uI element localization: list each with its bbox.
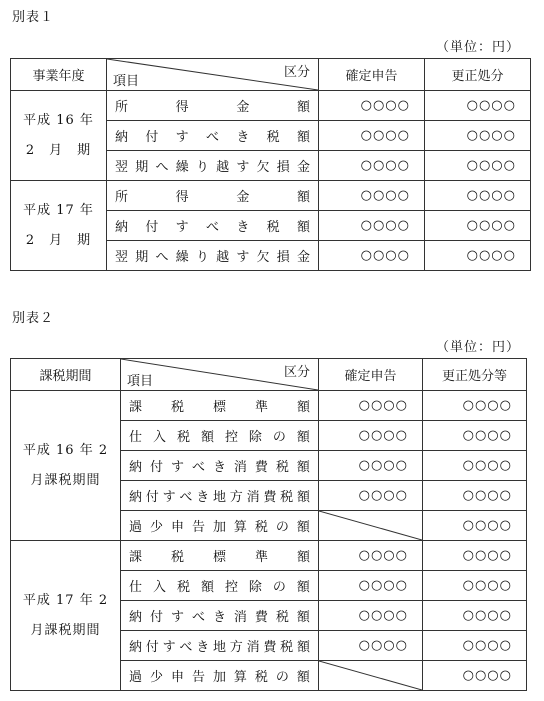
item-cell [121, 391, 319, 421]
period-line-2: 2 月 期 [25, 142, 92, 158]
item-label: 仕 入 税 額 控 除 の 額 [129, 430, 310, 445]
kakutei-cell: ○○○○ [319, 181, 425, 211]
table-row [11, 181, 531, 211]
item-cell [107, 241, 319, 271]
item-label: 所 得 金 額 [115, 190, 310, 205]
header-kousei: 更正処分 [425, 59, 531, 91]
item-label: 過 少 申 告 加 算 税 の 額 [129, 670, 310, 685]
item-cell [107, 151, 319, 181]
table-row [11, 391, 527, 421]
header-kousei: 更正処分等 [423, 359, 527, 391]
item-label: 納 付 す べ き 税 額 [115, 130, 310, 145]
item-label: 翌 期 へ 繰 り 越 す 欠 損 金 [115, 160, 310, 175]
kousei-cell: ○○○○ [425, 151, 531, 181]
kousei-cell: ○○○○ [425, 91, 531, 121]
kakutei-cell: ○○○○ [319, 481, 423, 511]
item-label: 納 付 す べ き 消 費 税 額 [129, 460, 310, 475]
period-line-2: 月課税期間 [30, 472, 101, 488]
header-period: 課税期間 [11, 359, 121, 391]
kakutei-cell: ○○○○ [319, 571, 423, 601]
item-cell [121, 601, 319, 631]
item-cell [107, 121, 319, 151]
kousei-cell: ○○○○ [423, 571, 527, 601]
kakutei-cell: ○○○○ [319, 601, 423, 631]
kakutei-cell: ○○○○ [319, 151, 425, 181]
kousei-cell: ○○○○ [423, 511, 527, 541]
period-cell [11, 391, 121, 541]
header-komoku-label: 項目 [113, 74, 140, 89]
kakutei-cell: ○○○○ [319, 91, 425, 121]
kousei-cell: ○○○○ [425, 181, 531, 211]
item-cell [107, 181, 319, 211]
item-label: 課 税 標 準 額 [129, 550, 310, 565]
kousei-cell: ○○○○ [423, 421, 527, 451]
item-cell [121, 481, 319, 511]
item-label: 課 税 標 準 額 [129, 400, 310, 415]
kakutei-cell: ○○○○ [319, 391, 423, 421]
kousei-cell: ○○○○ [425, 121, 531, 151]
header-kubun-komoku [107, 59, 319, 91]
table1-unit: （単位：円） [435, 40, 520, 55]
item-label: 仕 入 税 額 控 除 の 額 [129, 580, 310, 595]
kousei-cell: ○○○○ [423, 631, 527, 661]
table-row [11, 541, 527, 571]
item-label: 翌 期 へ 繰 り 越 す 欠 損 金 [115, 250, 310, 265]
table2 [10, 358, 527, 691]
item-label: 所 得 金 額 [115, 100, 310, 115]
kousei-cell: ○○○○ [423, 391, 527, 421]
empty-diagonal-line [319, 661, 422, 690]
table2-unit: （単位：円） [435, 340, 520, 355]
kakutei-cell: ○○○○ [319, 241, 425, 271]
period-line-2: 2 月 期 [25, 232, 92, 248]
kakutei-cell: ○○○○ [319, 451, 423, 481]
kakutei-cell: ○○○○ [319, 631, 423, 661]
kakutei-cell: ○○○○ [319, 541, 423, 571]
item-label: 過 少 申 告 加 算 税 の 額 [129, 520, 310, 535]
kousei-cell: ○○○○ [423, 661, 527, 691]
header-kubun-label: 区分 [283, 365, 310, 380]
kousei-cell: ○○○○ [423, 601, 527, 631]
kakutei-cell: ○○○○ [319, 211, 425, 241]
empty-diagonal-line [319, 511, 422, 540]
item-cell [121, 541, 319, 571]
kousei-cell: ○○○○ [423, 541, 527, 571]
kakutei-cell-empty [319, 661, 423, 691]
item-cell [107, 211, 319, 241]
table1-header-row [11, 59, 531, 91]
item-cell [121, 631, 319, 661]
item-label: 納 付 す べ き 税 額 [115, 220, 310, 235]
item-label: 納 付 す べ き 消 費 税 額 [129, 610, 310, 625]
period-cell [11, 181, 107, 271]
period-cell [11, 541, 121, 691]
kousei-cell: ○○○○ [425, 241, 531, 271]
period-line-1: 平成 16 年 2 [22, 442, 109, 458]
header-kubun-komoku [121, 359, 319, 391]
period-line-1: 平成 16 年 [23, 112, 94, 128]
header-kubun-label: 区分 [283, 65, 310, 80]
item-cell [121, 661, 319, 691]
kakutei-cell: ○○○○ [319, 121, 425, 151]
table2-title: 別表２ [12, 311, 55, 326]
header-period: 事業年度 [11, 59, 107, 91]
table2-header-row [11, 359, 527, 391]
item-cell [121, 511, 319, 541]
item-label: 納 付 す べ き 地 方 消 費 税 額 [129, 490, 310, 505]
header-kakutei: 確定申告 [319, 359, 423, 391]
item-cell [121, 571, 319, 601]
header-kakutei: 確定申告 [319, 59, 425, 91]
item-cell [121, 451, 319, 481]
item-cell [121, 421, 319, 451]
table1 [10, 58, 531, 271]
item-cell [107, 91, 319, 121]
table1-title: 別表１ [12, 10, 55, 25]
period-line-2: 月課税期間 [30, 622, 101, 638]
kakutei-cell: ○○○○ [319, 421, 423, 451]
table-row [11, 91, 531, 121]
item-label: 納 付 す べ き 地 方 消 費 税 額 [129, 640, 310, 655]
period-line-1: 平成 17 年 2 [22, 592, 109, 608]
kousei-cell: ○○○○ [425, 211, 531, 241]
kakutei-cell-empty [319, 511, 423, 541]
kousei-cell: ○○○○ [423, 451, 527, 481]
period-line-1: 平成 17 年 [23, 202, 94, 218]
period-cell [11, 91, 107, 181]
header-komoku-label: 項目 [127, 374, 154, 389]
kousei-cell: ○○○○ [423, 481, 527, 511]
